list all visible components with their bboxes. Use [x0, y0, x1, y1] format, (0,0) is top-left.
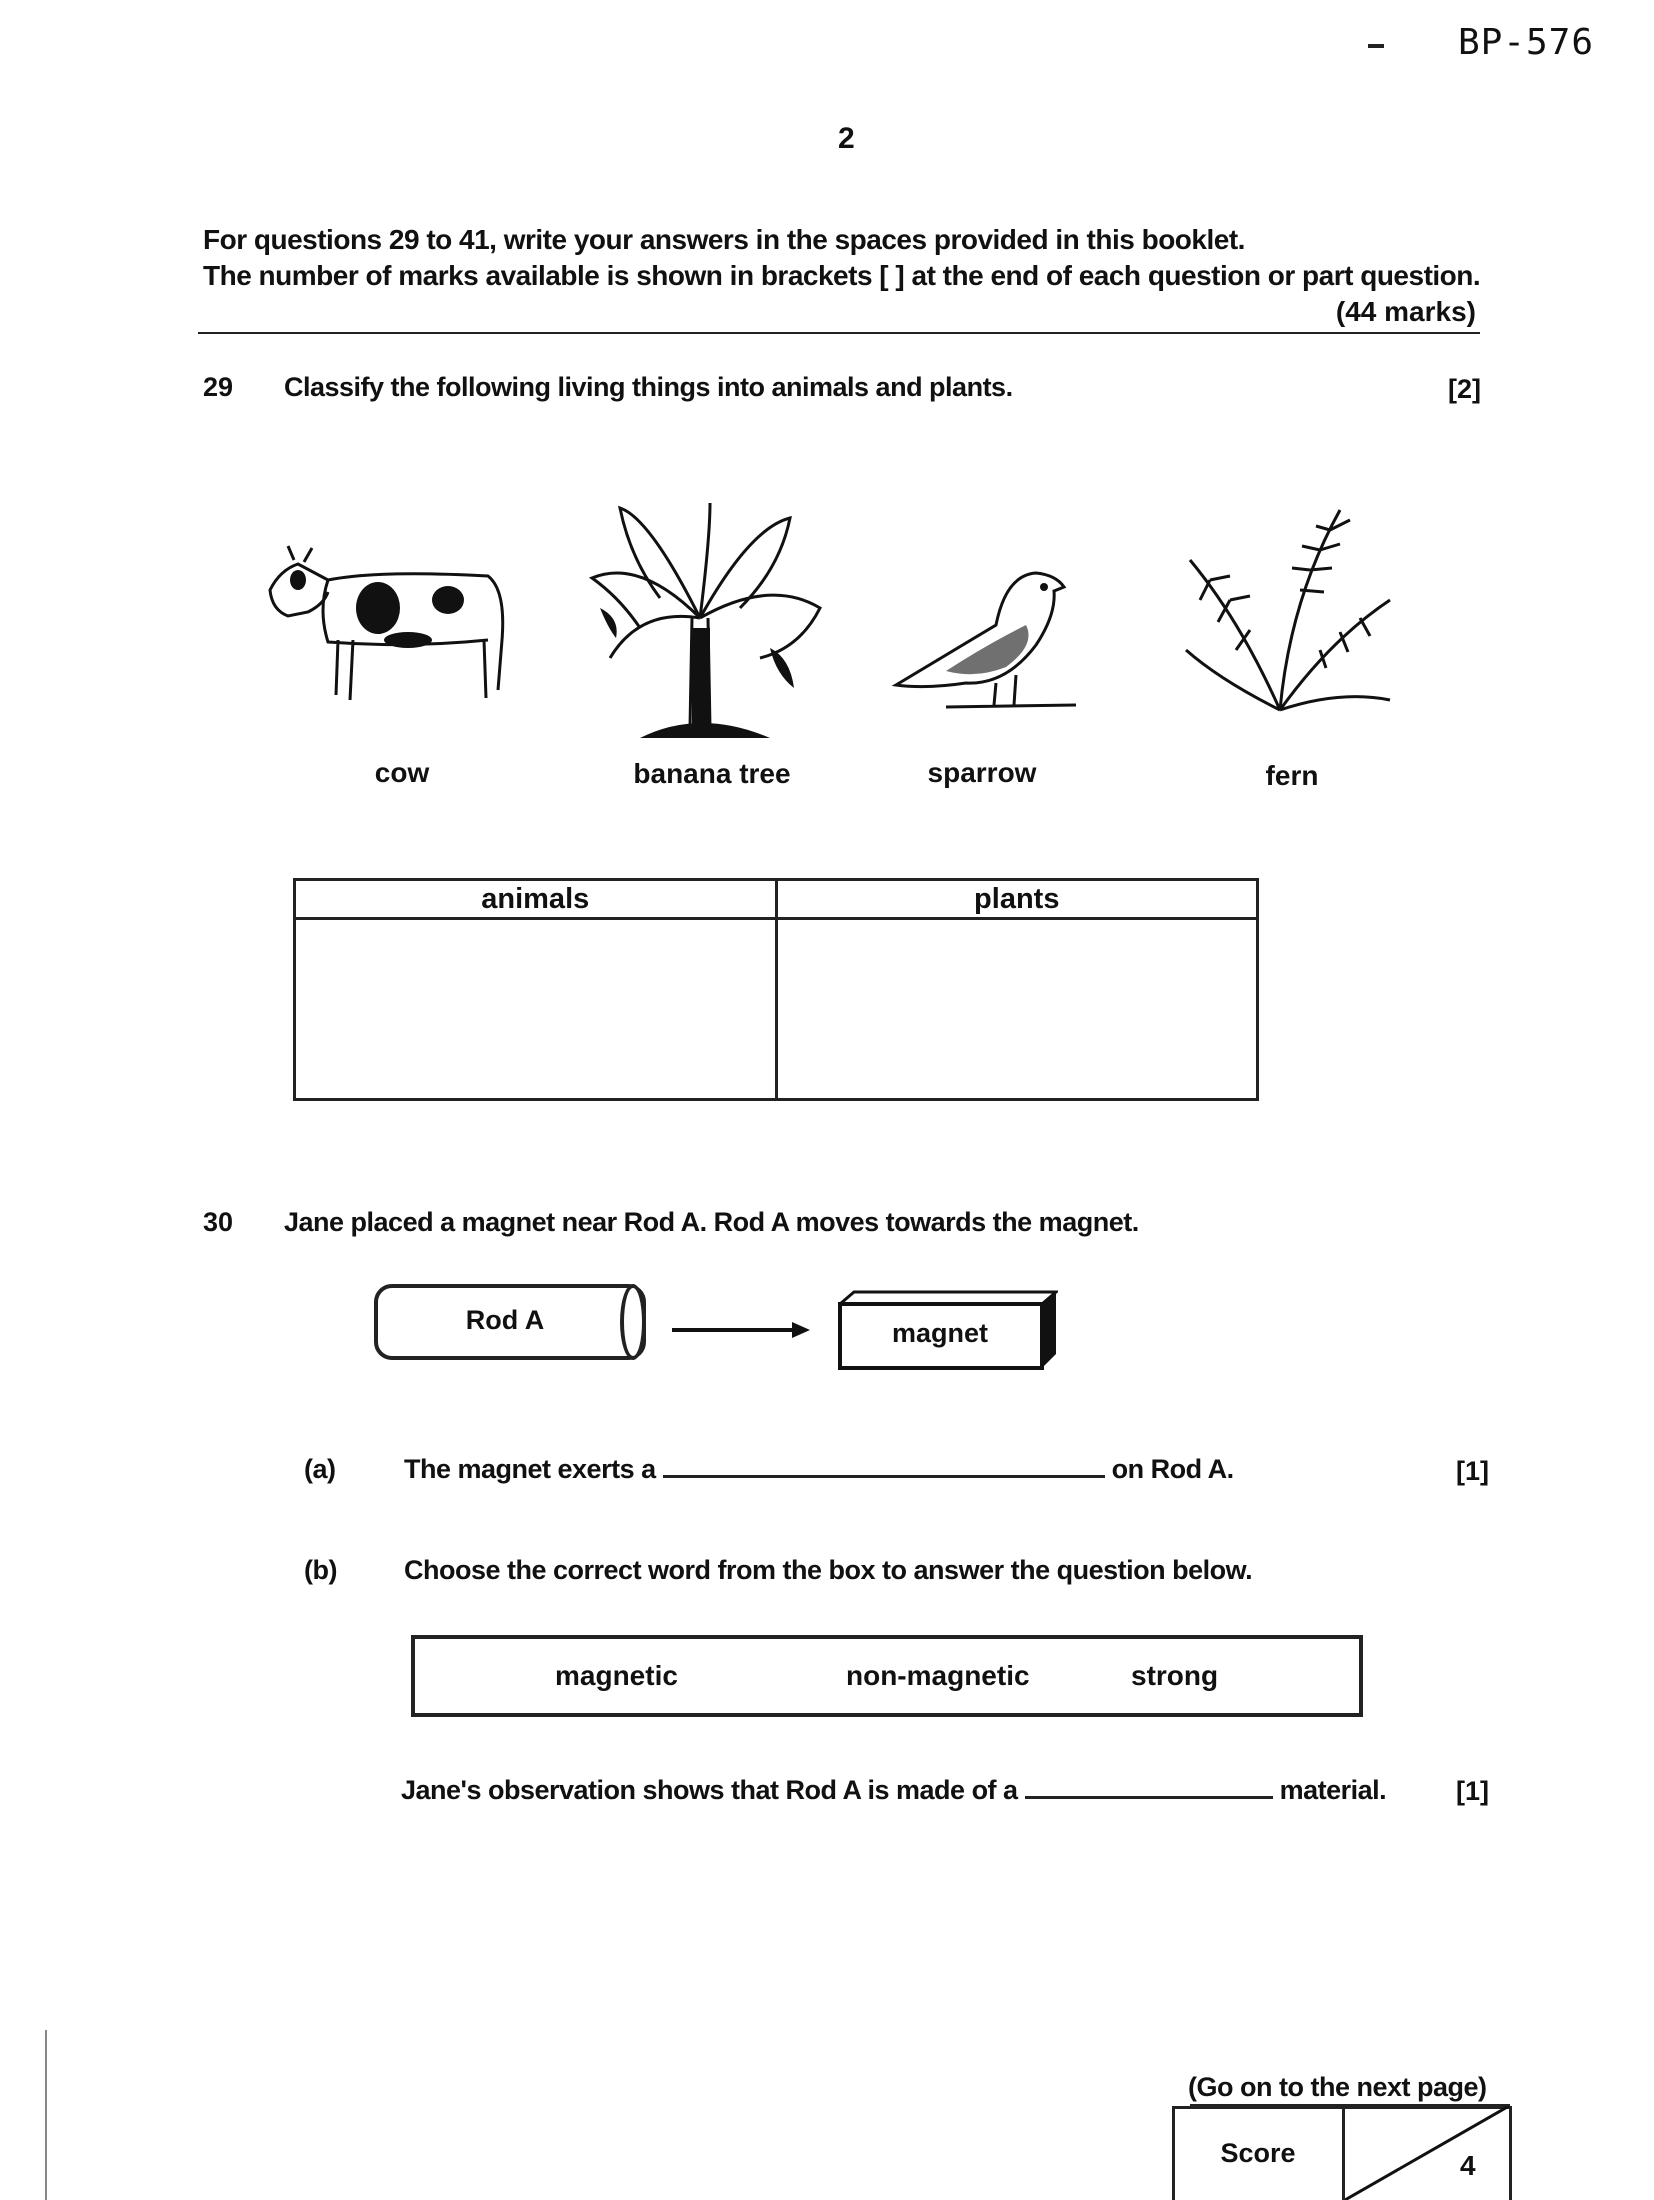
q29-number: 29 — [203, 372, 234, 402]
instructions — [203, 222, 1480, 294]
q30a-text-after: on Rod A. — [1111, 1454, 1234, 1484]
word-non-magnetic: non-magnetic — [846, 1660, 1030, 1691]
score-value: 4 — [1460, 2150, 1476, 2181]
instruction-line-1: For questions 29 to 41, write your answers in the spaces provided in this booklet. — [203, 224, 1245, 255]
picture-label-sparrow: sparrow — [927, 757, 1037, 788]
q30b-instruction: Choose the correct word from the box to answer the question below. — [404, 1555, 1253, 1585]
sparrow-icon — [886, 555, 1086, 725]
q30b-text-after: material. — [1279, 1775, 1387, 1805]
animals-answer-cell[interactable] — [295, 919, 777, 1100]
margin-line — [45, 2030, 47, 2200]
q30a-answer-blank[interactable] — [663, 1475, 1105, 1478]
q30b-sentence — [401, 1775, 1386, 1806]
instruction-line-2: The number of marks available is shown in brackets [ ] at the end of each question or part question. — [203, 260, 1481, 291]
score-diagonal — [1345, 2106, 1509, 2200]
q30a-marks: [1] — [1456, 1456, 1489, 1486]
table-header-animals: animals — [295, 880, 777, 919]
page-number: 2 — [838, 122, 855, 155]
q30a-label: (a) — [304, 1454, 336, 1484]
go-on-next-page: (Go on to the next page) — [1188, 2072, 1487, 2102]
q30b-text-before: Jane's observation shows that Rod A is made of a — [401, 1775, 1018, 1805]
q30-text: Jane placed a magnet near Rod A. Rod A moves towards the magnet. — [284, 1207, 1139, 1237]
q30b-label: (b) — [304, 1555, 337, 1585]
fern-icon — [1180, 500, 1400, 720]
q30a-text-before: The magnet exerts a — [404, 1454, 656, 1484]
right-arrow-icon — [672, 1320, 812, 1340]
score-label: Score — [1220, 2138, 1296, 2168]
classification-table — [293, 878, 1259, 1101]
cow-icon — [258, 530, 508, 720]
total-marks: (44 marks) — [1335, 296, 1476, 327]
q29-text: Classify the following living things into animals and plants. — [284, 372, 1013, 402]
q30-number: 30 — [203, 1207, 234, 1237]
magnet-label: magnet — [891, 1318, 989, 1348]
picture-label-cow: cow — [374, 757, 430, 788]
word-strong: strong — [1131, 1660, 1219, 1691]
paper-code: BP-576 — [1457, 22, 1594, 63]
word-magnetic: magnetic — [555, 1660, 678, 1691]
header-rule — [198, 332, 1480, 334]
rod-a-label: Rod A — [465, 1305, 545, 1335]
picture-label-fern: fern — [1265, 760, 1319, 791]
q30b-marks: [1] — [1456, 1776, 1489, 1806]
q30a-sentence — [404, 1454, 1234, 1485]
header-dash — [1368, 44, 1384, 48]
table-header-plants: plants — [776, 880, 1258, 919]
plants-answer-cell[interactable] — [776, 919, 1258, 1100]
picture-label-banana-tree: banana tree — [633, 758, 791, 789]
q30b-answer-blank[interactable] — [1025, 1796, 1273, 1799]
banana-tree-icon — [580, 498, 830, 738]
q29-marks: [2] — [1448, 374, 1481, 404]
